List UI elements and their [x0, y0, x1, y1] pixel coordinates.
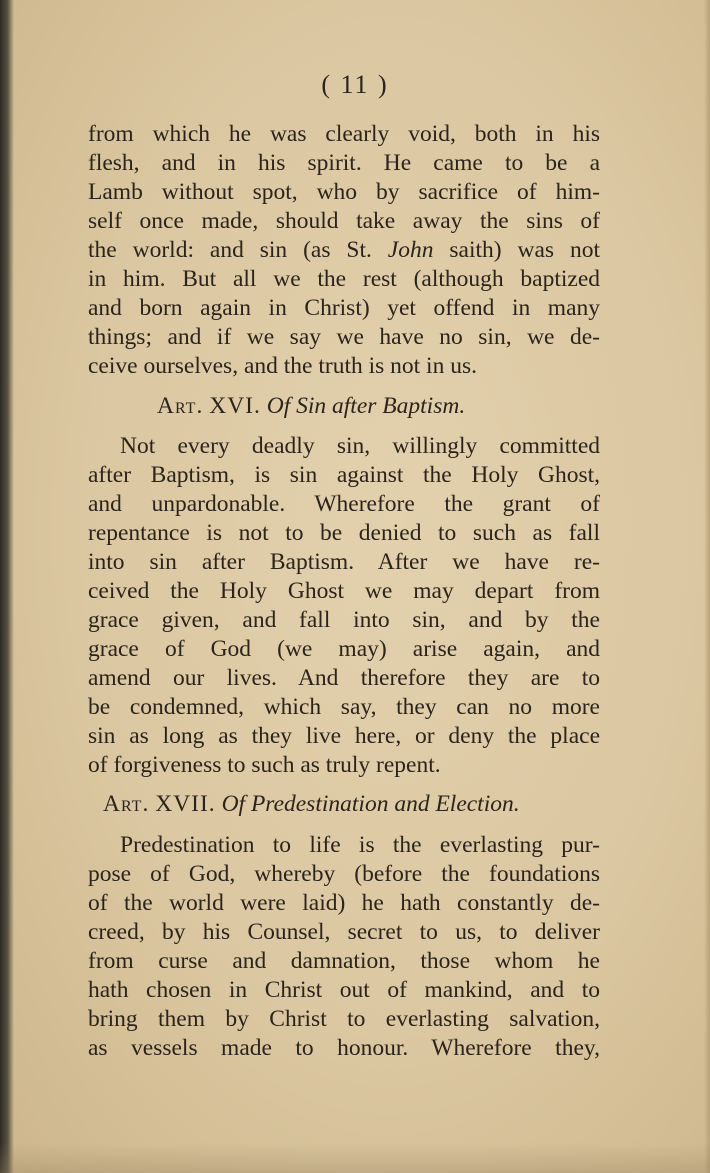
page-left-edge [0, 0, 14, 1173]
text-line: grace of God (we may) arise again, and [88, 636, 600, 662]
page-bottom-edge [0, 1143, 710, 1173]
text-line: things; and if we say we have no sin, we de- [88, 324, 600, 350]
text-line-part: saith) was not [433, 237, 600, 263]
text-line: Predestination to life is the everlasting pur- [120, 832, 600, 858]
article-heading [103, 790, 520, 818]
text-line: after Baptism, is sin against the Holy Ghost, [88, 462, 600, 488]
text-line: Not every deadly sin, willingly committed [120, 433, 600, 459]
page-right-edge [704, 0, 710, 1173]
john-name: John [387, 237, 434, 263]
text-line: self once made, should take away the sins of [88, 208, 600, 234]
text-line: from curse and damnation, those whom he [88, 948, 600, 974]
article-title: Of Predestination and Election. [221, 791, 520, 817]
text-line: flesh, and in his spirit. He came to be a [88, 150, 600, 176]
text-line-part: the world: and sin (as St. [88, 237, 388, 263]
article-title: Of Sin after Baptism. [266, 393, 466, 419]
text-line: amend our lives. And therefore they are to [88, 665, 600, 691]
text-line: in him. But all we the rest (although baptized [88, 266, 600, 292]
text-line: pose of God, whereby (before the foundations [88, 861, 600, 887]
text-line: grace given, and fall into sin, and by the [88, 607, 600, 633]
text-line: of the world were laid) he hath constantly de- [88, 890, 600, 916]
text-line: and unpardonable. Wherefore the grant of [88, 491, 600, 517]
article-number: XVI. [209, 393, 261, 419]
page-number: ( 11 ) [321, 70, 389, 99]
text-line: Lamb without spot, who by sacrifice of him- [88, 179, 600, 205]
text-line [88, 236, 600, 264]
text-line: repentance is not to be denied to such as fall [88, 520, 600, 546]
text-line: bring them by Christ to everlasting salvation, [88, 1006, 600, 1032]
text-line: be condemned, which say, they can no more [88, 694, 600, 720]
text-line: ceived the Holy Ghost we may depart from [88, 578, 600, 604]
text-line: into sin after Baptism. After we have re- [88, 549, 600, 575]
article-label: Art. [103, 791, 150, 817]
text-line: ceive ourselves, and the truth is not in us. [88, 353, 477, 379]
text-line: creed, by his Counsel, secret to us, to deliver [88, 919, 600, 945]
article-label: Art. [157, 393, 204, 419]
text-line: sin as long as they live here, or deny the place [88, 723, 600, 749]
text-line: and born again in Christ) yet offend in many [88, 295, 600, 321]
text-line: hath chosen in Christ out of mankind, and to [88, 977, 600, 1003]
text-line: from which he was clearly void, both in his [88, 121, 600, 147]
article-heading [157, 392, 465, 420]
text-line: of forgiveness to such as truly repent. [88, 752, 441, 778]
text-line: as vessels made to honour. Wherefore they, [88, 1035, 600, 1061]
article-number: XVII. [155, 791, 216, 817]
